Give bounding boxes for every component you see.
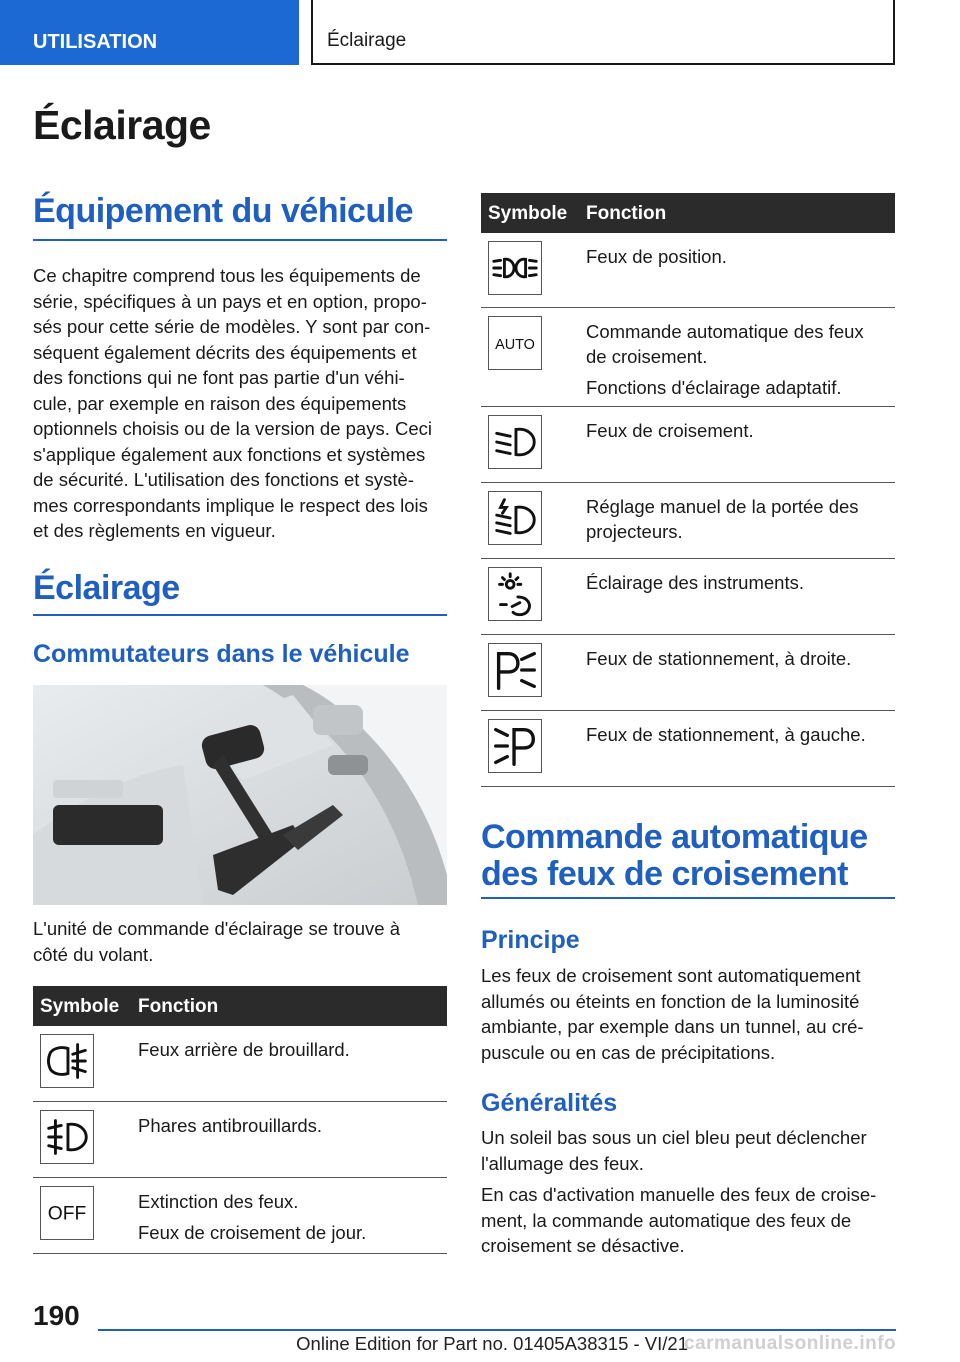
text-line: Fonctions d'éclairage adaptatif.	[586, 377, 842, 398]
table-cell-function	[138, 1113, 441, 1144]
symbol-table-left	[33, 986, 447, 1254]
headlight-range-icon	[488, 491, 542, 545]
text-line: Feux de croisement de jour.	[138, 1222, 367, 1243]
page-number: 190	[33, 1300, 80, 1331]
table-row	[33, 1026, 447, 1102]
text-line: ment, la commande automatique des feux de	[481, 1209, 852, 1231]
parking-light-right-icon	[488, 643, 542, 697]
off-icon-label: OFF	[47, 1203, 87, 1225]
equipment-section	[33, 192, 447, 544]
equipment-paragraph	[33, 263, 447, 544]
text-line: Commande automatique des feux de croisement.	[586, 321, 864, 367]
parking-light-left-icon	[488, 719, 542, 773]
auto-icon-label: AUTO	[495, 336, 535, 353]
table-cell-function	[586, 244, 889, 275]
low-beam-icon	[488, 415, 542, 469]
table-row	[481, 233, 895, 308]
table-cell-function	[586, 319, 889, 406]
table-row	[33, 1102, 447, 1178]
table-row	[481, 711, 895, 787]
table-cell-function	[586, 494, 889, 550]
table-cell-function	[138, 1189, 441, 1251]
text-line: Extinction des feux.	[138, 1191, 299, 1212]
table-cell-function	[586, 570, 889, 601]
text-line: l'allumage des feux.	[481, 1152, 644, 1174]
text-line: Feux de position.	[586, 246, 727, 267]
instrument-lighting-icon	[488, 567, 542, 621]
table-cell-function	[586, 722, 889, 753]
table-row	[33, 1178, 447, 1254]
lighting-heading: Éclairage	[33, 569, 447, 616]
text-line: L'unité de commande d'éclairage se trouve à	[33, 918, 401, 939]
table-row	[481, 407, 895, 483]
photo-caption	[33, 916, 447, 967]
edition-note: Online Edition for Part no. 01405A38315 - VI/21	[296, 1333, 688, 1354]
off-icon	[40, 1186, 94, 1240]
table-row	[481, 483, 895, 559]
general-paragraph-1	[481, 1125, 895, 1176]
text-line: Phares antibrouillards.	[138, 1115, 323, 1136]
column-header-function: Fonction	[586, 203, 667, 224]
column-header-symbol: Symbole	[40, 996, 120, 1017]
footer-divider	[98, 1329, 896, 1331]
text-line: Feux de stationnement, à droite.	[586, 648, 852, 669]
text-line: Feux de stationnement, à gauche.	[586, 724, 866, 745]
text-line: Éclairage des instruments.	[586, 572, 804, 593]
table-cell-function	[586, 646, 889, 677]
auto-low-beam-heading	[481, 819, 895, 899]
table-row	[481, 308, 895, 407]
principle-heading: Principe	[481, 926, 580, 954]
text-line: Les feux de croisement sont automatiquement	[481, 965, 861, 986]
text-line: série, spécifiques à un pays et en option, propo-	[33, 290, 427, 312]
table-cell-function	[586, 418, 889, 449]
text-line: Ce chapitre comprend tous les équipements de	[33, 265, 421, 286]
header-section-tab: UTILISATION	[0, 0, 299, 65]
front-fog-light-icon	[40, 1110, 94, 1164]
header-topic: Éclairage	[311, 0, 895, 65]
table-cell-function	[138, 1037, 441, 1068]
table-header	[33, 986, 447, 1026]
principle-paragraph	[481, 963, 895, 1065]
text-line: puscule ou en cas de précipitations.	[481, 1041, 776, 1063]
text-line: des fonctions qui ne font pas partie d'un véhi-	[33, 367, 405, 388]
text-line: Feux arrière de brouillard.	[138, 1039, 350, 1060]
column-header-symbol: Symbole	[488, 203, 568, 224]
general-paragraph-2	[481, 1182, 895, 1259]
table-header	[481, 193, 895, 233]
text-line: ambiante, par exemple dans un tunnel, au cré-	[481, 1016, 864, 1037]
text-line: et des règlements en vigueur.	[33, 520, 276, 541]
light-switch-photo	[33, 685, 447, 905]
text-line: cule, par exemple en raison des équipements	[33, 392, 407, 414]
table-row	[481, 635, 895, 711]
text-line: allumés ou éteints en fonction de la luminosité	[481, 990, 860, 1012]
general-heading: Généralités	[481, 1089, 618, 1117]
text-line: optionnels choisis ou de la version de pays. Ceci	[33, 418, 433, 439]
text-line: de sécurité. L'utilisation des fonctions et systè-	[33, 469, 414, 490]
watermark: carmanualsonline.info	[684, 1333, 897, 1354]
text-line: côté du volant.	[33, 943, 154, 965]
text-line: séquent également décrits des équipements et	[33, 341, 417, 363]
page-title: Éclairage	[33, 102, 211, 148]
switches-subheading: Commutateurs dans le véhicule	[33, 640, 410, 668]
table-row	[481, 559, 895, 635]
symbol-table-right	[481, 193, 895, 787]
text-line: Réglage manuel de la portée des projecteurs.	[586, 496, 859, 542]
text-line: Un soleil bas sous un ciel bleu peut déclencher	[481, 1127, 867, 1148]
position-lights-icon	[488, 241, 542, 295]
text-line: croisement se désactive.	[481, 1235, 685, 1256]
heading-line: des feux de croisement	[481, 855, 848, 893]
equipment-heading: Équipement du véhicule	[33, 192, 447, 241]
column-header-function: Fonction	[138, 996, 219, 1017]
auto-icon	[488, 316, 542, 370]
text-line: En cas d'activation manuelle des feux de croise-	[481, 1184, 877, 1205]
text-line: s'applique également aux fonctions et systèmes	[33, 443, 426, 465]
heading-line: Commande automatique	[481, 818, 868, 856]
text-line: sés pour cette série de modèles. Y sont par con-	[33, 316, 431, 337]
rear-fog-light-icon	[40, 1034, 94, 1088]
text-line: Feux de croisement.	[586, 420, 754, 441]
text-line: mes correspondants implique le respect des lois	[33, 494, 428, 516]
